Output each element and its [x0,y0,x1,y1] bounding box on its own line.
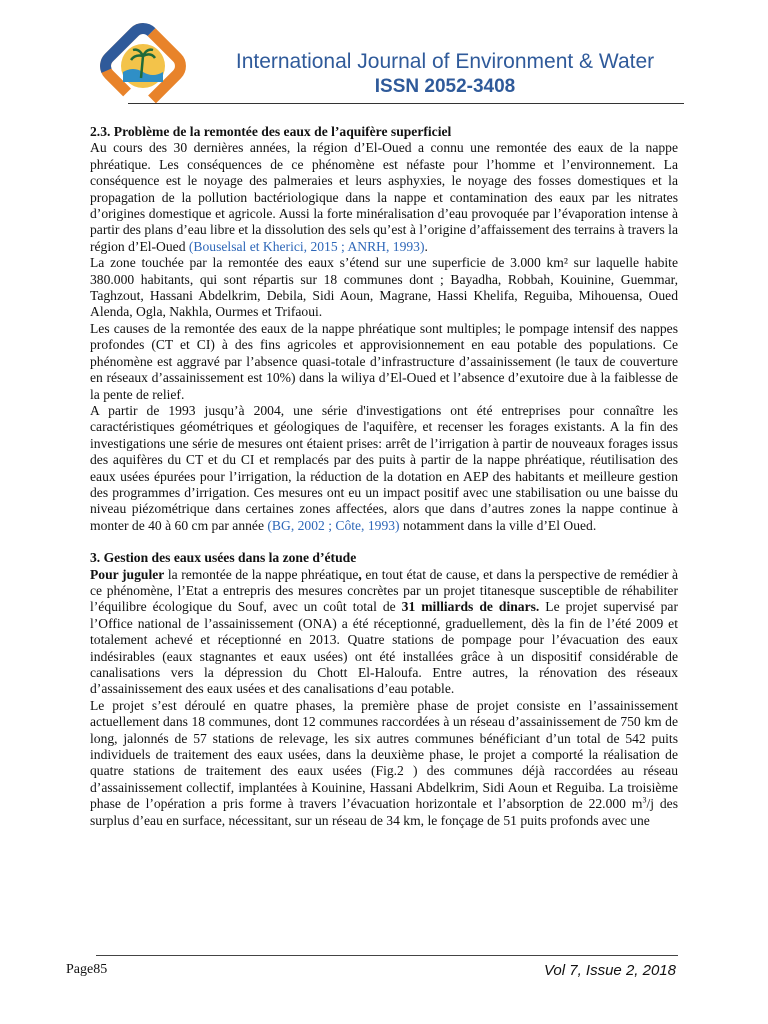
footer-divider [96,955,678,956]
paragraph [90,698,678,829]
paragraph-text: Au cours des 30 dernières années, la région d’El-Oued a connu une remontée des eaux de la nappe phréatique. Les conséquences de ce phénomène est néfaste pour l’homme et l’environnement. La conséquence est le noyage des palmeraies et leurs asphyxies, le noyage des fosses domestiques et la propagation de la pollution bactériologique dans la nappe et contamination des eaux par les nitrates d’origines domestique et agricole. Aussi la forte minéralisation d’eau provoquée par l’évaporation intense à partir des plans d’eau libre et la dissolution des sels qu’est à l’origine d’affaissement des terrains à travers la région d’El-Oued [90,140,678,254]
journal-logo [91,16,195,116]
volume-issue: Vol 7, Issue 2, 2018 [543,962,676,979]
header-divider [128,103,684,104]
citation-link[interactable]: (BG, 2002 ; Côte, 1993) [267,517,400,533]
paragraph-text: A partir de 1993 jusqu’à 2004, une série d'investigations ont été entreprises pour connaître les caractéristiques géométriques et géologiques de l'aquifère, et recenser les forages existants. A la fin des investigations une série de mesures ont étaient prises: arrêt de l’irrigation à partir de nouveaux forages issus des aquifères du CT et du CI et remplacés par des puits à partir de la nappe phréatique, réutilisation des eaux usées épurées pour l’irrigation, la réduction de la dotation en AEP des habitants et meilleure gestion des programmes d’irrigation. Ces mesures ont eu un impact positif avec une stabilisation ou une baisse du niveau piézométrique dans certaines zones affectées, alors que dans d’autres zones la nappe continue à monter de 40 à 60 cm par année [90,402,678,533]
paragraph-text: notamment dans la ville d’El Oued. [399,517,597,533]
paragraph [90,140,678,255]
citation-link[interactable]: (Bouselsal et Kherici, 2015 ; ANRH, 1993) [188,238,425,254]
paragraph-text: la remontée de la nappe phréatique [164,566,359,582]
superscript: 3 [642,795,647,805]
paragraph-text: Le projet s’est déroulé en quatre phases, la première phase de projet consiste en l’assainissement actuellement dans 18 communes, dont 12 communes raccordées à un réseau d’assainissement de 750 km de long, jalonnés de 57 stations de relevage, les six autres communes bénéficiant d’un total de 542 puits individuels de traitement des eaux usées, dans la deuxième phase, le projet a comporté la réalisation de quatre stations de traitement des eaux usées (Fig.2 ) des communes déjà raccordées au réseau d’assainissement collectif, implantées à Kouinine, Hassani Abdelkrim, Sidi Aoun et Reguiba. La troisième phase de l’opération a pris forme à travers l’évacuation horizontale et l’absorption de 22.000 m [90,697,678,812]
section-3-heading: 3. Gestion des eaux usées dans la zone d’étude [90,550,357,566]
emphasis-text: 31 milliards de dinars. [401,599,540,615]
emphasis-text: , [358,566,362,582]
emphasis-text: Pour juguler [90,566,165,582]
paragraph: Les causes de la remontée des eaux de la nappe phréatique sont multiples; le pompage intensif des nappes profondes (CT et CI) à des fins agricoles et approvisionnement en eau potable des populations. Ce phénomène est aggravé par l’absence quasi-totale d’infrastructure d’assainissement (le taux de couverture en réseaux d’assainissement est 10%) dans la wiliya d’El-Oued et l’absence d’exutoire due à la faiblesse de la pente de relief. [90,320,678,402]
article-body [90,124,678,829]
page-number: Page85 [66,962,108,977]
journal-title: International Journal of Environment & Water [235,50,655,73]
journal-issn: ISSN 2052-3408 [374,76,516,97]
paragraph-text: Le projet supervisé par l’Office national de l’assainissement (ONA) a été réceptionné, graduellement, dès la fin de l’été 2009 et totalement achevé et réceptionné en 2013. Quatre stations de pompage pour l’évacuation des eaux indésirables (eaux stagnantes et eaux usées) ont été installées grâce à un dispositif considérable de canalisations vers la dépression du Chott El-Haloufa. Entre autres, la rénovation des réseaux d’assainissement des eaux usées et des canalisations d’eau potable. [90,599,678,697]
paragraph-text: . [424,238,428,254]
paragraph [90,403,678,534]
section-spacer [90,534,678,550]
paragraph-text: /j des surplus d’eau en surface, nécessitant, sur un réseau de 34 km, le fonçage de 51 puits profonds avec une [90,796,679,828]
section-2-3-heading: 2.3. Problème de la remontée des eaux de l’aquifère superficiel [90,124,452,139]
paragraph-text: en tout état de cause, et dans la perspective de remédier à ce phénomène, l’Etat a entrepris des mesures concrètes par un projet titanesque susceptible de réhabiliter l’équilibre écologique du Souf, avec un coût total de [90,566,678,615]
paragraph [90,567,678,698]
paragraph: La zone touchée par la remontée des eaux s’étend sur une superficie de 3.000 km² sur laquelle habite 380.000 habitants, qui sont répartis sur 18 communes dont ; Bayadha, Robbah, Kouinine, Guemmar, Taghzout, Hassani Abdelkrim, Debila, Sidi Aoun, Magrane, Hassi Khelifa, Reguiba, Mihouensa, Oued Alenda, Ogla, Nakhla, Ourmes et Trifaoui. [90,255,678,320]
